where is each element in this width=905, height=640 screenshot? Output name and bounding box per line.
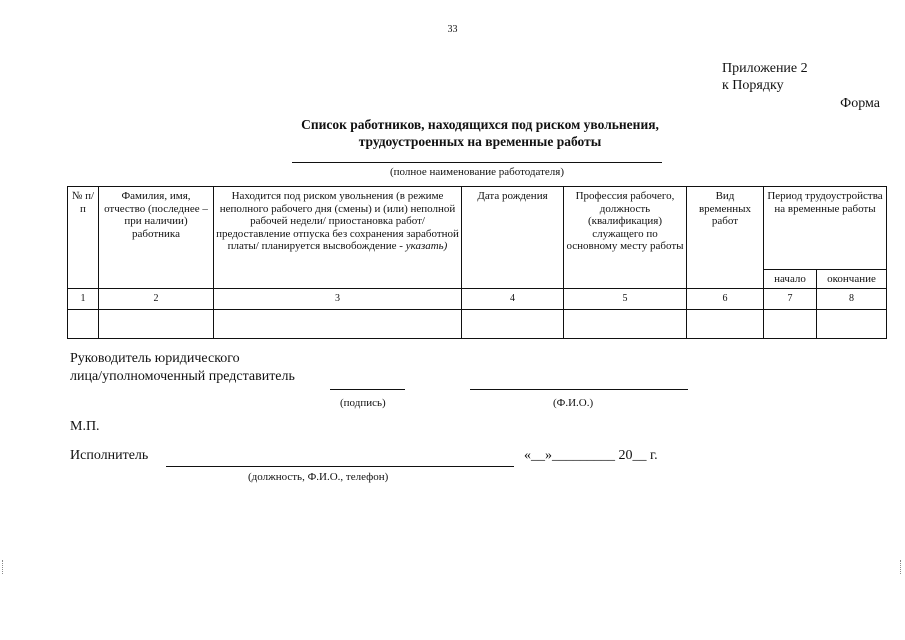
header-profession: Профессия рабочего, должность (квалификация) служащего по основному месту работы bbox=[564, 187, 687, 289]
header-period-end: окончание bbox=[817, 270, 887, 289]
column-number: 5 bbox=[564, 289, 687, 310]
employer-caption: (полное наименование работодателя) bbox=[389, 166, 565, 178]
empty-cell bbox=[687, 310, 764, 339]
signatory-label bbox=[70, 350, 295, 386]
empty-cell bbox=[68, 310, 99, 339]
employees-table bbox=[67, 186, 887, 339]
column-number: 3 bbox=[214, 289, 462, 310]
stamp-place-label: М.П. bbox=[70, 419, 100, 434]
empty-cell bbox=[564, 310, 687, 339]
scan-edge-mark bbox=[2, 560, 5, 574]
title-line-2: трудоустроенных на временные работы bbox=[358, 134, 602, 149]
signature-line bbox=[330, 389, 405, 390]
appendix-line-2: к Порядку bbox=[722, 78, 784, 93]
scan-edge-mark bbox=[900, 560, 903, 574]
appendix-line-1: Приложение 2 bbox=[722, 61, 808, 76]
column-number: 6 bbox=[687, 289, 764, 310]
header-dismissal-risk bbox=[214, 187, 462, 289]
header-period-start: начало bbox=[764, 270, 817, 289]
executor-caption: (должность, Ф.И.О., телефон) bbox=[248, 471, 389, 483]
executor-label: Исполнитель bbox=[70, 448, 149, 463]
column-number: 7 bbox=[764, 289, 817, 310]
form-label: Форма bbox=[840, 96, 880, 111]
signature-caption: (подпись) bbox=[340, 397, 386, 409]
header-temp-work-type: Вид временных работ bbox=[687, 187, 764, 289]
header-full-name: Фамилия, имя, отчество (последнее – при наличии) работника bbox=[99, 187, 214, 289]
empty-cell bbox=[214, 310, 462, 339]
header-dismissal-risk-text: Находится под риском увольнения (в режиме неполного рабочего дня (смены) и (или) неполной рабочей недели/ приостановка работ/предоставление отпуска без сохранения заработной платы/ планируется высвобождение - bbox=[216, 190, 459, 252]
empty-cell bbox=[99, 310, 214, 339]
empty-cell bbox=[817, 310, 887, 339]
header-dismissal-risk-italic: указать) bbox=[405, 240, 448, 252]
signatory-line-1: Руководитель юридического bbox=[70, 351, 240, 366]
appendix-reference bbox=[722, 60, 808, 94]
column-numbers-row bbox=[68, 289, 887, 310]
title-line-1: Список работников, находящихся под риском увольнения, bbox=[301, 117, 659, 132]
column-number: 2 bbox=[99, 289, 214, 310]
fio-caption: (Ф.И.О.) bbox=[553, 397, 594, 409]
column-number: 1 bbox=[68, 289, 99, 310]
fio-line bbox=[470, 389, 688, 390]
empty-cell bbox=[462, 310, 564, 339]
header-birth-date: Дата рождения bbox=[462, 187, 564, 289]
empty-cell bbox=[764, 310, 817, 339]
column-number: 4 bbox=[462, 289, 564, 310]
column-number: 8 bbox=[817, 289, 887, 310]
table-row bbox=[68, 310, 887, 339]
employer-name-line bbox=[292, 162, 662, 163]
executor-line bbox=[166, 466, 514, 467]
header-num: № п/п bbox=[68, 187, 99, 289]
document-title bbox=[0, 116, 905, 150]
page-number: 33 bbox=[447, 24, 458, 35]
header-employment-period: Период трудоустройства на временные работы bbox=[764, 187, 887, 270]
table-header-row bbox=[68, 187, 887, 270]
date-field: «__»_________ 20__ г. bbox=[524, 448, 658, 463]
signatory-line-2: лица/уполномоченный представитель bbox=[70, 369, 295, 384]
